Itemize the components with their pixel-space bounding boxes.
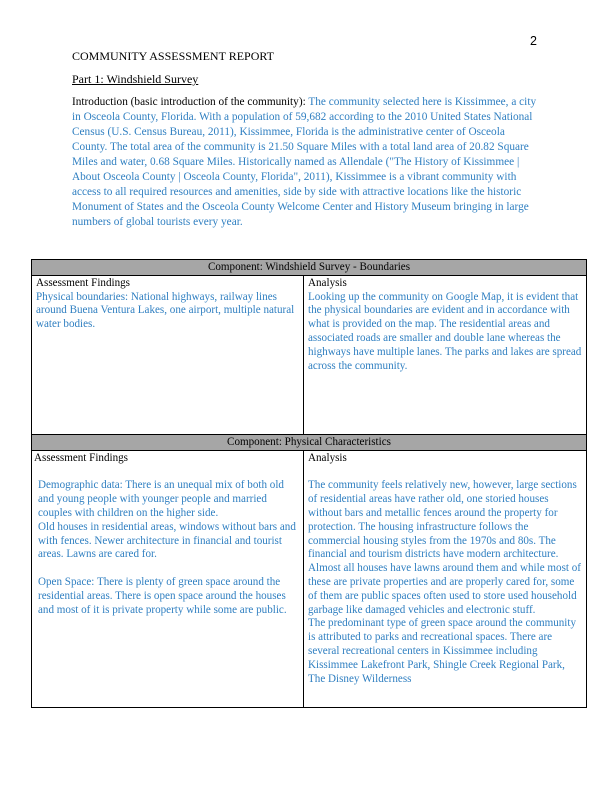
introduction-paragraph: [72, 95, 542, 230]
page-number: 2: [530, 34, 537, 48]
assessment-table: [31, 259, 587, 708]
boundaries-findings-cell: [32, 275, 304, 434]
open-space-text: Open Space: There is plenty of green space around the residential areas. There is open space around the houses and most of it is private property while some are public.: [38, 576, 287, 616]
housing-findings-text: Old houses in residential areas, windows without bars and with fences. Newer architecture in financial and tourist areas. Lawns are cared for.: [38, 520, 296, 561]
report-title: COMMUNITY ASSESSMENT REPORT: [72, 49, 274, 63]
part-heading: Part 1: Windshield Survey: [72, 72, 199, 86]
analysis-label: Analysis: [308, 451, 347, 464]
analysis-paragraph-2: Almost all houses have lawns around them and while most of these are private properties and are properly cared for, some of them are public spaces often used to store used household garbage like damaged vehicles and electronic stuff.: [308, 562, 581, 616]
boundaries-header: Component: Windshield Survey - Boundaries: [32, 260, 587, 276]
analysis-paragraph-1: The community feels relatively new, however, large sections of residential areas have rather old, one storied houses without bars and metallic fences around the property for protection. The housing infrastructure follows the commercial housing styles from the 1970s and 80s. The financial and tourism districts have modern architecture.: [308, 479, 577, 561]
findings-label: Assessment Findings: [34, 451, 128, 464]
boundaries-analysis-cell: [304, 275, 587, 434]
physical-header: Component: Physical Characteristics: [32, 434, 587, 450]
boundaries-analysis-text: Looking up the community on Google Map, it is evident that the physical boundaries are evident and in accordance with what is provided on the map. The residential areas and associated roads are smaller and double lane whereas the highways have multiple lanes. The parks and lakes are spread across the community.: [308, 290, 582, 372]
physical-analysis-cell: [304, 450, 587, 707]
intro-label: Introduction (basic introduction of the community):: [72, 96, 309, 108]
boundaries-findings-text: Physical boundaries: National highways, railway lines around Buena Ventura Lakes, one airport, multiple natural water bodies.: [36, 290, 295, 331]
analysis-label: Analysis: [308, 276, 347, 289]
demographic-data-text: Demographic data: There is an unequal mix of both old and young people with younger people and married couples with children on the higher side.: [38, 479, 284, 519]
physical-findings-cell: [32, 450, 304, 707]
findings-label: Assessment Findings: [36, 276, 130, 289]
analysis-paragraph-3: The predominant type of green space around the community is attributed to parks and recreational spaces. There are several recreational centers in Kissimmee including Kissimmee Lakefront Park, Shingle Creek Regional Park, The Disney Wilderness: [308, 617, 577, 685]
intro-text: The community selected here is Kissimmee, a city in Osceola County, Florida. With a population of 59,682 according to the 2010 United States National Census (U.S. Census Bureau, 2011), Kissimmee, Florida is the administrative center of Osceola County. The total area of the community is 21.50 Square Miles with a total land area of 20.82 Square Miles and water, 0.68 Square Miles. Historically named as Allendale ("The History of Kissimmee | About Osceola County | Osceola County, Florida", 2011), Kissimmee is a vibrant community with access to all required resources and amenities, side by side with attractive locations like the historic Monument of States and the Osceola County Welcome Center and History Museum bringing in large numbers of global tourists every year.: [72, 96, 537, 228]
